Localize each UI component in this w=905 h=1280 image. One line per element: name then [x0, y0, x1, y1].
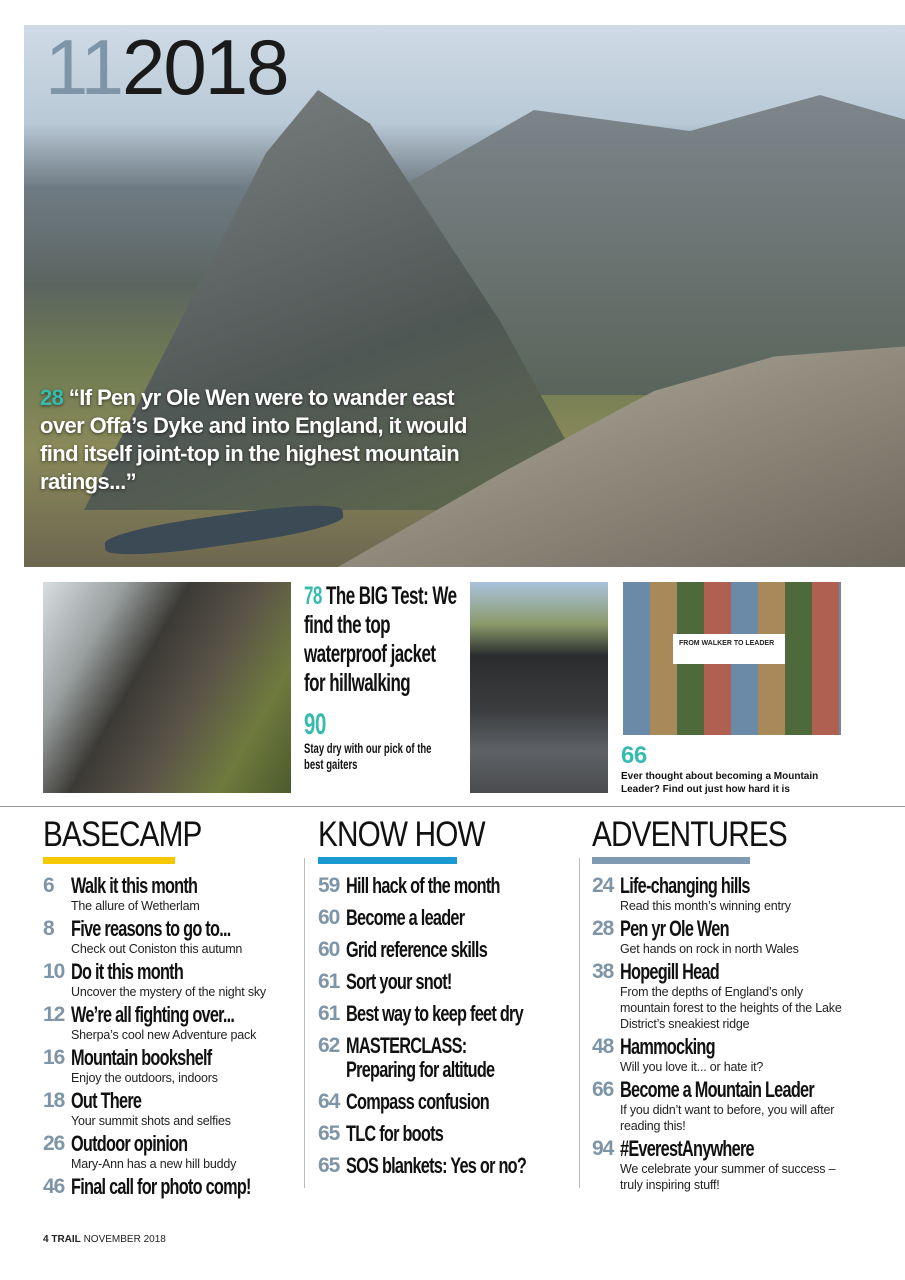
section-color-bar — [318, 857, 457, 864]
toc-entry[interactable] — [318, 906, 573, 930]
page-number: 38 — [592, 960, 614, 983]
quote-page-number: 28 — [40, 385, 64, 410]
toc-entry[interactable] — [318, 1090, 573, 1114]
page-number: 12 — [43, 1003, 65, 1026]
page-number: 59 — [318, 874, 340, 897]
entry-subtitle: From the depths of England’s only mountain forest to the heights of the Lake District’s sneakiest ridge — [620, 985, 842, 1031]
entry-title: Hopegill Head — [620, 959, 719, 984]
toc-entry[interactable] — [592, 960, 852, 1032]
leader-collage-photo — [623, 582, 841, 735]
big-test-title: The BIG Test: We find the top waterproof jacket for hillwalking — [304, 582, 457, 697]
entry-title: Hill hack of the month — [346, 873, 500, 898]
column-divider — [304, 858, 305, 1188]
entry-title: Life-changing hills — [620, 873, 750, 898]
page-number: 10 — [43, 960, 65, 983]
entry-title: Grid reference skills — [346, 937, 488, 962]
toc-entry[interactable] — [43, 1003, 298, 1043]
entry-title: SOS blankets: Yes or no? — [346, 1153, 527, 1178]
hero-quote[interactable] — [40, 384, 480, 496]
page-number: 61 — [318, 1002, 340, 1025]
entry-subtitle: The allure of Wetherlam — [71, 899, 200, 913]
magazine-name: TRAIL — [51, 1234, 81, 1245]
entry-title: Become a Mountain Leader — [620, 1077, 814, 1102]
toc-entry[interactable] — [318, 1154, 573, 1178]
entry-subtitle: Check out Coniston this autumn — [71, 942, 243, 956]
entry-title: We’re all fighting over... — [71, 1002, 235, 1027]
toc-entry[interactable] — [43, 1046, 298, 1086]
entry-title: Walk it this month — [71, 873, 198, 898]
toc-entry[interactable] — [318, 1002, 573, 1026]
leader-page-number: 66 — [621, 742, 647, 769]
page-number: 28 — [592, 917, 614, 940]
gaiters-caption: Stay dry with our pick of the best gaiters — [304, 740, 432, 772]
entry-subtitle: Will you love it... or hate it? — [620, 1060, 764, 1074]
toc-entry[interactable] — [43, 1132, 298, 1172]
entry-subtitle: Get hands on rock in north Wales — [620, 942, 799, 956]
page-number: 62 — [318, 1034, 340, 1057]
section-basecamp — [43, 815, 298, 1202]
entry-title: #EverestAnywhere — [620, 1136, 754, 1161]
entry-title: Become a leader — [346, 905, 465, 930]
toc-entry[interactable] — [318, 938, 573, 962]
gaiters-photo — [470, 582, 608, 793]
section-adventures — [592, 815, 852, 1196]
page-number: 6 — [43, 874, 54, 897]
toc-entry[interactable] — [592, 874, 852, 914]
leader-feature[interactable] — [621, 742, 841, 796]
toc-entry[interactable] — [43, 1175, 298, 1199]
page-number: 94 — [592, 1137, 614, 1160]
gaiters-page-number: 90 — [304, 708, 327, 741]
section-know-how — [318, 815, 573, 1186]
page-number: 64 — [318, 1090, 340, 1113]
page-number: 60 — [318, 938, 340, 961]
entry-subtitle: Mary-Ann has a new hill buddy — [71, 1157, 237, 1171]
entry-title: Sort your snot! — [346, 969, 452, 994]
entry-subtitle: Read this month’s winning entry — [620, 899, 791, 913]
entry-subtitle: If you didn’t want to before, you will after reading this! — [620, 1103, 835, 1133]
column-divider — [579, 858, 580, 1188]
entry-subtitle: Uncover the mystery of the night sky — [71, 985, 266, 999]
toc-entry[interactable] — [592, 1137, 852, 1193]
big-test-page-number: 78 — [304, 582, 322, 610]
section-title: BASECAMP — [43, 815, 202, 854]
entry-subtitle: Sherpa’s cool new Adventure pack — [71, 1028, 257, 1042]
section-color-bar — [43, 857, 175, 864]
toc-entry[interactable] — [318, 1122, 573, 1146]
big-test-feature[interactable] — [304, 582, 460, 772]
page-number: 46 — [43, 1175, 65, 1198]
toc-entry[interactable] — [43, 874, 298, 914]
entry-title: Best way to keep feet dry — [346, 1001, 523, 1026]
entry-title: Pen yr Ole Wen — [620, 916, 729, 941]
issue-number — [45, 23, 288, 111]
divider — [0, 806, 905, 807]
entry-title: Final call for photo comp! — [71, 1174, 251, 1199]
collage-headline: FROM WALKER TO LEADER — [673, 634, 785, 664]
toc-entry[interactable] — [592, 917, 852, 957]
entry-title: Do it this month — [71, 959, 184, 984]
page-number: 18 — [43, 1089, 65, 1112]
page-number: 66 — [592, 1078, 614, 1101]
toc-entry[interactable] — [318, 874, 573, 898]
gaiters-feature[interactable] — [304, 710, 460, 772]
entry-title: Five reasons to go to... — [71, 916, 231, 941]
page-number: 65 — [318, 1122, 340, 1145]
footer-issue: NOVEMBER 2018 — [83, 1234, 166, 1245]
page-footer — [43, 1234, 166, 1245]
toc-entry[interactable] — [43, 960, 298, 1000]
toc-entry[interactable] — [318, 1034, 573, 1082]
entry-title: TLC for boots — [346, 1121, 444, 1146]
section-title: ADVENTURES — [592, 815, 787, 854]
issue-year: 2018 — [121, 23, 288, 111]
toc-entry[interactable] — [43, 1089, 298, 1129]
entry-title: Mountain bookshelf — [71, 1045, 212, 1070]
entry-title: Out There — [71, 1088, 142, 1113]
entry-subtitle: Your summit shots and selfies — [71, 1114, 231, 1128]
page-number: 61 — [318, 970, 340, 993]
page-number: 48 — [592, 1035, 614, 1058]
entry-subtitle: Enjoy the outdoors, indoors — [71, 1071, 218, 1085]
quote-text: “If Pen yr Ole Wen were to wander east over Offa’s Dyke and into England, it would find itself joint-top in the highest mountain ratings...” — [40, 385, 467, 494]
scrambling-photo — [43, 582, 291, 793]
entry-title: Hammocking — [620, 1034, 715, 1059]
entry-title: Compass confusion — [346, 1089, 490, 1114]
leader-caption: Ever thought about becoming a Mountain Leader? Find out just how hard it is — [621, 771, 819, 795]
page-number: 26 — [43, 1132, 65, 1155]
page-number: 65 — [318, 1154, 340, 1177]
toc-entry[interactable] — [592, 1035, 852, 1075]
page-number: 24 — [592, 874, 614, 897]
toc-entry[interactable] — [592, 1078, 852, 1134]
issue-month: 11 — [45, 23, 122, 111]
section-color-bar — [592, 857, 750, 864]
entry-title: Outdoor opinion — [71, 1131, 188, 1156]
toc-entry[interactable] — [43, 917, 298, 957]
page-number: 16 — [43, 1046, 65, 1069]
page-number: 8 — [43, 917, 54, 940]
entry-title: MASTERCLASS: Preparing for altitude — [346, 1033, 495, 1082]
toc-entry[interactable] — [318, 970, 573, 994]
entry-subtitle: We celebrate your summer of success – truly inspiring stuff! — [620, 1162, 836, 1192]
folio-number: 4 — [43, 1234, 49, 1245]
section-title: KNOW HOW — [318, 815, 485, 854]
page-number: 60 — [318, 906, 340, 929]
